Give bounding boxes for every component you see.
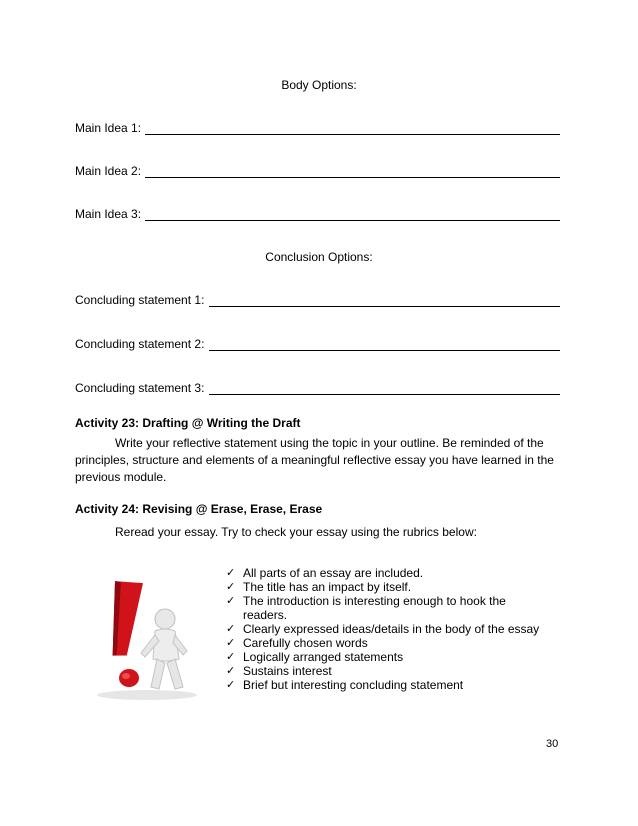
- main-idea-2-label: Main Idea 2:: [75, 164, 145, 178]
- checklist-item-text: Sustains interest: [243, 664, 332, 678]
- concluding-statement-3-line[interactable]: [75, 381, 560, 395]
- checklist-item: [226, 622, 586, 636]
- concluding-statement-2-line[interactable]: [75, 337, 560, 351]
- main-idea-1-line[interactable]: [75, 121, 560, 135]
- checkmark-icon: ✓: [226, 580, 236, 593]
- checkmark-icon: ✓: [226, 566, 236, 579]
- checklist-item-text: All parts of an essay are included.: [243, 566, 424, 580]
- blank-line: [209, 294, 560, 307]
- checklist-item: [226, 650, 586, 664]
- checkmark-icon: ✓: [226, 664, 236, 677]
- checklist-item-text: The title has an impact by itself.: [243, 580, 412, 594]
- checklist-item: [226, 636, 586, 650]
- concluding-statement-3-label: Concluding statement 3:: [75, 381, 208, 395]
- activity-24-instruction: Reread your essay. Try to check your essay using the rubrics below:: [115, 525, 477, 539]
- blank-line: [145, 208, 560, 221]
- checklist-item-text: The introduction is interesting enough to hook the readers.: [243, 594, 506, 622]
- checklist-item: [226, 664, 586, 678]
- checkmark-icon: ✓: [226, 594, 236, 607]
- main-idea-3-label: Main Idea 3:: [75, 207, 145, 221]
- main-idea-2-line[interactable]: [75, 164, 560, 178]
- exclamation-person-illustration: [85, 575, 213, 703]
- concluding-statement-1-label: Concluding statement 1:: [75, 293, 208, 307]
- main-idea-1-label: Main Idea 1:: [75, 121, 145, 135]
- checkmark-icon: ✓: [226, 622, 236, 635]
- blank-line: [145, 165, 560, 178]
- checklist-item: [226, 594, 543, 622]
- checklist-item-text: Brief but interesting concluding statement: [243, 678, 464, 692]
- activity-23-heading: Activity 23: Drafting @ Writing the Draft: [75, 416, 301, 430]
- checkmark-icon: ✓: [226, 636, 236, 649]
- checklist-item-text: Carefully chosen words: [243, 636, 368, 650]
- checklist-item-text: Clearly expressed ideas/details in the body of the essay: [243, 622, 540, 636]
- checklist-item: [226, 580, 586, 594]
- body-options-title: Body Options:: [281, 78, 357, 92]
- main-idea-3-line[interactable]: [75, 207, 560, 221]
- checklist-item: [226, 678, 586, 692]
- page-number: 30: [546, 738, 559, 750]
- checkmark-icon: ✓: [226, 650, 236, 663]
- checklist-item-text: Logically arranged statements: [243, 650, 404, 664]
- activity-24-heading: Activity 24: Revising @ Erase, Erase, Erase: [75, 502, 323, 516]
- blank-line: [209, 338, 560, 351]
- blank-line: [145, 122, 560, 135]
- rubric-checklist: [226, 566, 586, 692]
- conclusion-options-title: Conclusion Options:: [265, 250, 373, 264]
- concluding-statement-2-label: Concluding statement 2:: [75, 337, 208, 351]
- exclamation-person-icon: [85, 575, 213, 703]
- concluding-statement-1-line[interactable]: [75, 293, 560, 307]
- checkmark-icon: ✓: [226, 678, 236, 691]
- checklist-item: [226, 566, 586, 580]
- activity-23-paragraph: Write your reflective statement using the topic in your outline. Be reminded of the principles, structure and elements of a meaningful reflective essay you have learned in the previous module.: [75, 436, 554, 484]
- blank-line: [209, 382, 560, 395]
